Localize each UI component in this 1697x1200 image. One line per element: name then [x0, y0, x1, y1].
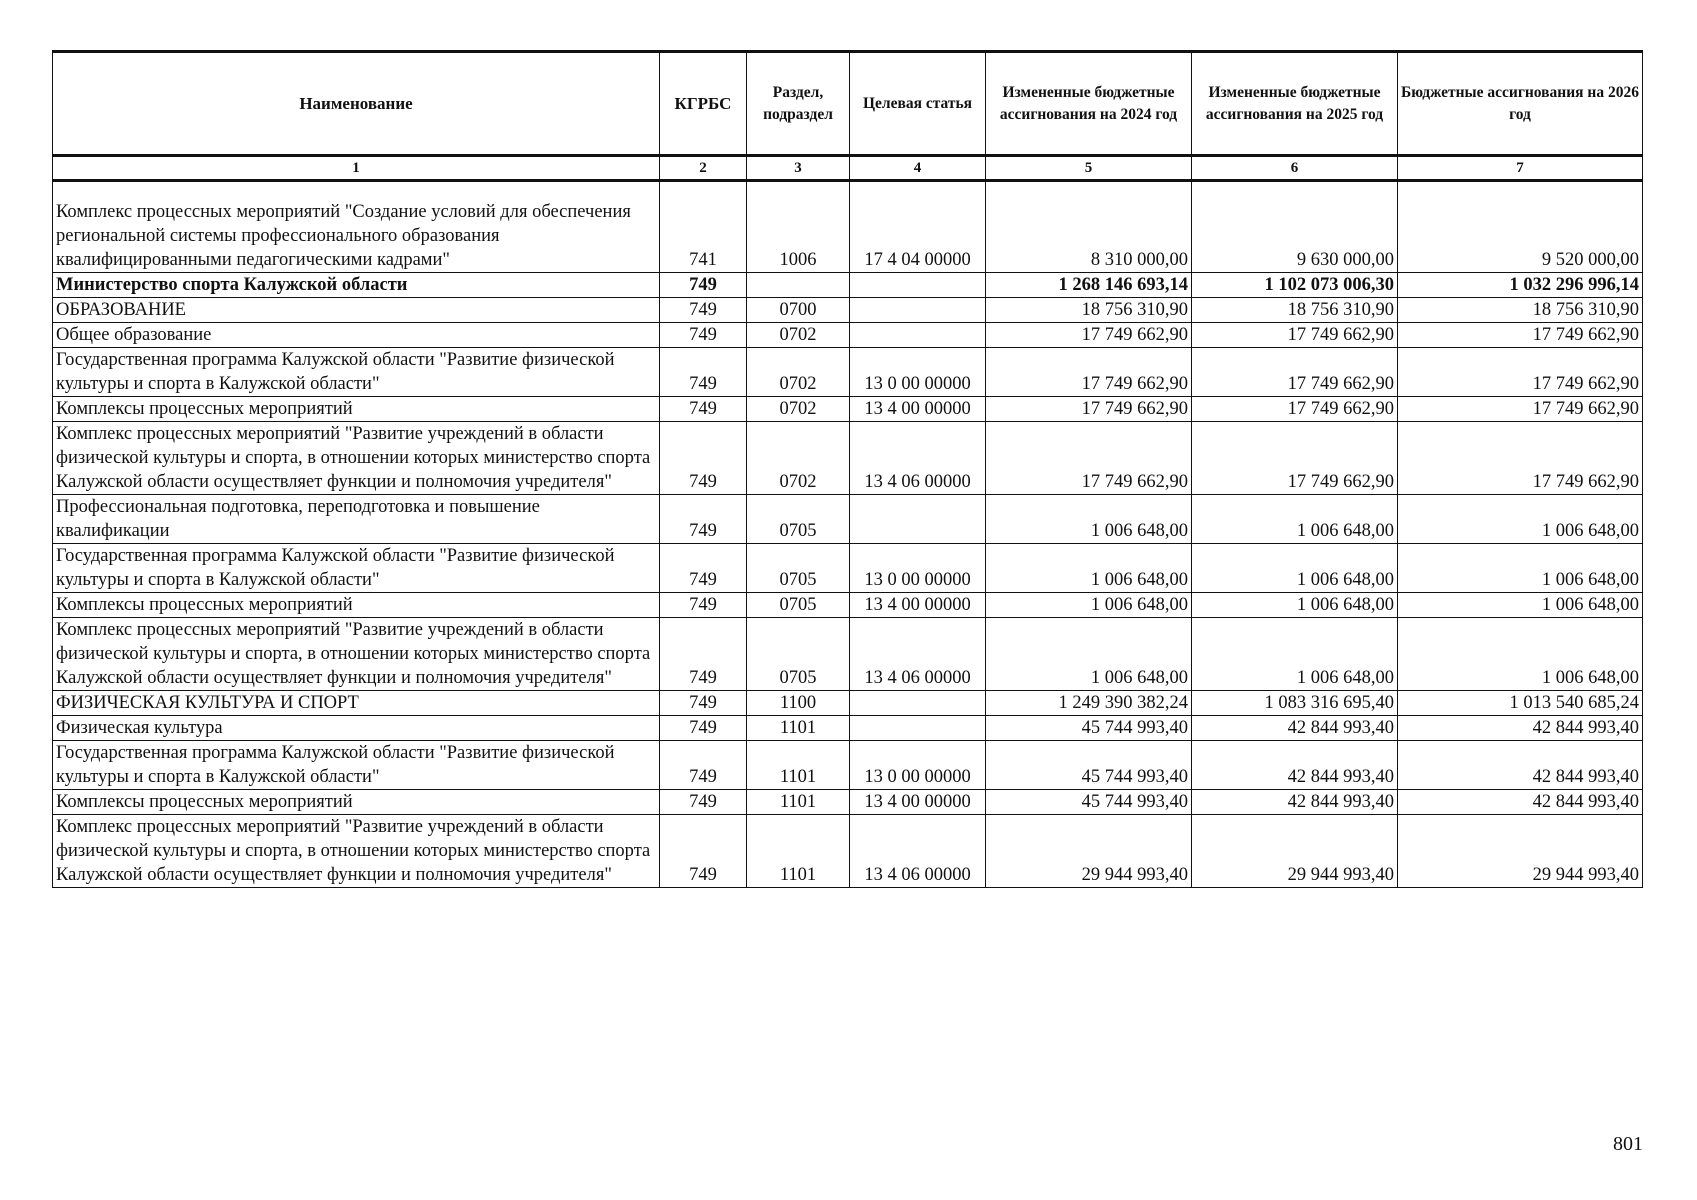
row-name-cell: Профессиональная подготовка, переподготовка и повышение квалификации	[53, 495, 660, 544]
row-section-cell: 0705	[747, 495, 850, 544]
table-row	[53, 181, 1643, 273]
row-target-cell	[850, 716, 986, 741]
row-amount-2024-cell: 1 006 648,00	[986, 544, 1192, 593]
row-name-cell: Министерство спорта Калужской области	[53, 273, 660, 298]
row-amount-2026-cell: 1 013 540 685,24	[1398, 691, 1643, 716]
row-amount-2026-cell: 42 844 993,40	[1398, 716, 1643, 741]
row-amount-2024-cell: 1 268 146 693,14	[986, 273, 1192, 298]
row-name-cell: Общее образование	[53, 323, 660, 348]
row-amount-2025-cell: 29 944 993,40	[1192, 815, 1398, 888]
row-target-cell	[850, 691, 986, 716]
row-amount-2026-cell: 42 844 993,40	[1398, 741, 1643, 790]
column-number: 5	[986, 156, 1192, 181]
row-target-cell: 13 0 00 00000	[850, 544, 986, 593]
row-section-cell: 1101	[747, 716, 850, 741]
row-kgrbs-cell: 749	[660, 716, 747, 741]
table-row	[53, 298, 1643, 323]
row-amount-2024-cell: 45 744 993,40	[986, 716, 1192, 741]
column-number: 7	[1398, 156, 1643, 181]
table-row	[53, 691, 1643, 716]
header-2025: Измененные бюджетные ассигнования на 2025 год	[1192, 52, 1398, 156]
row-target-cell	[850, 273, 986, 298]
row-amount-2026-cell: 1 006 648,00	[1398, 544, 1643, 593]
row-name-cell: Комплекс процессных мероприятий "Развитие учреждений в области физической культуры и спорта, в отношении которых министерство спорта Калужской области осуществляет функции и полномочия учредителя"	[53, 815, 660, 888]
column-number-row	[53, 156, 1643, 181]
row-kgrbs-cell: 749	[660, 298, 747, 323]
column-number: 2	[660, 156, 747, 181]
row-kgrbs-cell: 749	[660, 544, 747, 593]
row-target-cell: 13 0 00 00000	[850, 741, 986, 790]
row-amount-2024-cell: 45 744 993,40	[986, 741, 1192, 790]
row-amount-2024-cell: 1 249 390 382,24	[986, 691, 1192, 716]
row-target-cell: 13 4 00 00000	[850, 397, 986, 422]
header-kgrbs: КГРБС	[660, 52, 747, 156]
row-amount-2024-cell: 1 006 648,00	[986, 593, 1192, 618]
header-name: Наименование	[53, 52, 660, 156]
table-row	[53, 397, 1643, 422]
table-header	[53, 52, 1643, 181]
row-target-cell: 13 4 06 00000	[850, 618, 986, 691]
row-section-cell	[747, 273, 850, 298]
row-target-cell: 13 4 06 00000	[850, 815, 986, 888]
header-target: Целевая статья	[850, 52, 986, 156]
row-amount-2024-cell: 8 310 000,00	[986, 181, 1192, 273]
row-amount-2025-cell: 17 749 662,90	[1192, 323, 1398, 348]
row-amount-2026-cell: 42 844 993,40	[1398, 790, 1643, 815]
column-number: 6	[1192, 156, 1398, 181]
row-section-cell: 0702	[747, 422, 850, 495]
row-kgrbs-cell: 741	[660, 181, 747, 273]
row-amount-2024-cell: 17 749 662,90	[986, 348, 1192, 397]
row-amount-2025-cell: 42 844 993,40	[1192, 716, 1398, 741]
row-kgrbs-cell: 749	[660, 422, 747, 495]
row-amount-2025-cell: 1 006 648,00	[1192, 593, 1398, 618]
row-section-cell: 0705	[747, 593, 850, 618]
row-target-cell	[850, 323, 986, 348]
table-row	[53, 544, 1643, 593]
column-number: 3	[747, 156, 850, 181]
table-row	[53, 348, 1643, 397]
row-kgrbs-cell: 749	[660, 790, 747, 815]
table-row	[53, 593, 1643, 618]
row-amount-2026-cell: 18 756 310,90	[1398, 298, 1643, 323]
row-amount-2025-cell: 1 006 648,00	[1192, 618, 1398, 691]
row-amount-2025-cell: 42 844 993,40	[1192, 790, 1398, 815]
row-amount-2025-cell: 17 749 662,90	[1192, 348, 1398, 397]
row-amount-2026-cell: 1 032 296 996,14	[1398, 273, 1643, 298]
row-target-cell: 13 4 00 00000	[850, 790, 986, 815]
table-row	[53, 741, 1643, 790]
budget-table	[52, 50, 1643, 888]
row-amount-2025-cell: 1 083 316 695,40	[1192, 691, 1398, 716]
row-amount-2026-cell: 29 944 993,40	[1398, 815, 1643, 888]
header-2026: Бюджетные ассигнования на 2026 год	[1398, 52, 1643, 156]
row-kgrbs-cell: 749	[660, 495, 747, 544]
row-name-cell: Комплекс процессных мероприятий "Развитие учреждений в области физической культуры и спорта, в отношении которых министерство спорта Калужской области осуществляет функции и полномочия учредителя"	[53, 422, 660, 495]
column-number: 1	[53, 156, 660, 181]
row-section-cell: 1100	[747, 691, 850, 716]
table-row	[53, 815, 1643, 888]
row-target-cell: 17 4 04 00000	[850, 181, 986, 273]
row-kgrbs-cell: 749	[660, 815, 747, 888]
row-amount-2026-cell: 1 006 648,00	[1398, 618, 1643, 691]
row-amount-2024-cell: 1 006 648,00	[986, 495, 1192, 544]
row-amount-2026-cell: 1 006 648,00	[1398, 593, 1643, 618]
row-amount-2025-cell: 17 749 662,90	[1192, 397, 1398, 422]
row-name-cell: Комплекс процессных мероприятий "Создание условий для обеспечения региональной системы профессионального образования квалифицированными педагогическими кадрами"	[53, 181, 660, 273]
row-name-cell: Комплексы процессных мероприятий	[53, 397, 660, 422]
row-name-cell: Государственная программа Калужской области "Развитие физической культуры и спорта в Калужской области"	[53, 741, 660, 790]
row-section-cell: 0702	[747, 397, 850, 422]
row-name-cell: Комплекс процессных мероприятий "Развитие учреждений в области физической культуры и спорта, в отношении которых министерство спорта Калужской области осуществляет функции и полномочия учредителя"	[53, 618, 660, 691]
row-amount-2024-cell: 18 756 310,90	[986, 298, 1192, 323]
row-kgrbs-cell: 749	[660, 273, 747, 298]
row-kgrbs-cell: 749	[660, 741, 747, 790]
row-amount-2024-cell: 17 749 662,90	[986, 422, 1192, 495]
row-amount-2026-cell: 9 520 000,00	[1398, 181, 1643, 273]
row-name-cell: Государственная программа Калужской области "Развитие физической культуры и спорта в Калужской области"	[53, 544, 660, 593]
table-row	[53, 790, 1643, 815]
row-target-cell: 13 4 00 00000	[850, 593, 986, 618]
row-amount-2025-cell: 17 749 662,90	[1192, 422, 1398, 495]
row-section-cell: 0705	[747, 544, 850, 593]
row-amount-2024-cell: 45 744 993,40	[986, 790, 1192, 815]
row-amount-2024-cell: 17 749 662,90	[986, 397, 1192, 422]
row-amount-2024-cell: 29 944 993,40	[986, 815, 1192, 888]
row-kgrbs-cell: 749	[660, 323, 747, 348]
row-section-cell: 1101	[747, 741, 850, 790]
row-amount-2026-cell: 1 006 648,00	[1398, 495, 1643, 544]
row-section-cell: 0705	[747, 618, 850, 691]
row-kgrbs-cell: 749	[660, 348, 747, 397]
row-amount-2025-cell: 9 630 000,00	[1192, 181, 1398, 273]
row-kgrbs-cell: 749	[660, 691, 747, 716]
row-amount-2025-cell: 1 102 073 006,30	[1192, 273, 1398, 298]
row-kgrbs-cell: 749	[660, 618, 747, 691]
row-section-cell: 0702	[747, 323, 850, 348]
row-kgrbs-cell: 749	[660, 593, 747, 618]
header-section: Раздел, подраздел	[747, 52, 850, 156]
row-amount-2025-cell: 1 006 648,00	[1192, 544, 1398, 593]
row-section-cell: 1006	[747, 181, 850, 273]
row-amount-2026-cell: 17 749 662,90	[1398, 323, 1643, 348]
row-name-cell: Комплексы процессных мероприятий	[53, 593, 660, 618]
row-amount-2024-cell: 1 006 648,00	[986, 618, 1192, 691]
row-section-cell: 0700	[747, 298, 850, 323]
table-body	[53, 181, 1643, 888]
row-name-cell: Комплексы процессных мероприятий	[53, 790, 660, 815]
header-2024: Измененные бюджетные ассигнования на 2024 год	[986, 52, 1192, 156]
row-amount-2026-cell: 17 749 662,90	[1398, 397, 1643, 422]
row-name-cell: Физическая культура	[53, 716, 660, 741]
row-name-cell: ФИЗИЧЕСКАЯ КУЛЬТУРА И СПОРТ	[53, 691, 660, 716]
row-amount-2026-cell: 17 749 662,90	[1398, 348, 1643, 397]
row-section-cell: 1101	[747, 815, 850, 888]
row-amount-2025-cell: 42 844 993,40	[1192, 741, 1398, 790]
row-amount-2024-cell: 17 749 662,90	[986, 323, 1192, 348]
table-row	[53, 716, 1643, 741]
row-kgrbs-cell: 749	[660, 397, 747, 422]
table-row	[53, 422, 1643, 495]
page-number: 801	[1613, 1133, 1643, 1155]
table-row	[53, 618, 1643, 691]
row-target-cell	[850, 495, 986, 544]
row-target-cell: 13 4 06 00000	[850, 422, 986, 495]
row-amount-2025-cell: 1 006 648,00	[1192, 495, 1398, 544]
row-target-cell	[850, 298, 986, 323]
column-number: 4	[850, 156, 986, 181]
row-section-cell: 1101	[747, 790, 850, 815]
row-amount-2026-cell: 17 749 662,90	[1398, 422, 1643, 495]
row-name-cell: ОБРАЗОВАНИЕ	[53, 298, 660, 323]
table-row	[53, 495, 1643, 544]
table-row	[53, 273, 1643, 298]
row-name-cell: Государственная программа Калужской области "Развитие физической культуры и спорта в Калужской области"	[53, 348, 660, 397]
row-amount-2025-cell: 18 756 310,90	[1192, 298, 1398, 323]
row-target-cell: 13 0 00 00000	[850, 348, 986, 397]
row-section-cell: 0702	[747, 348, 850, 397]
table-row	[53, 323, 1643, 348]
